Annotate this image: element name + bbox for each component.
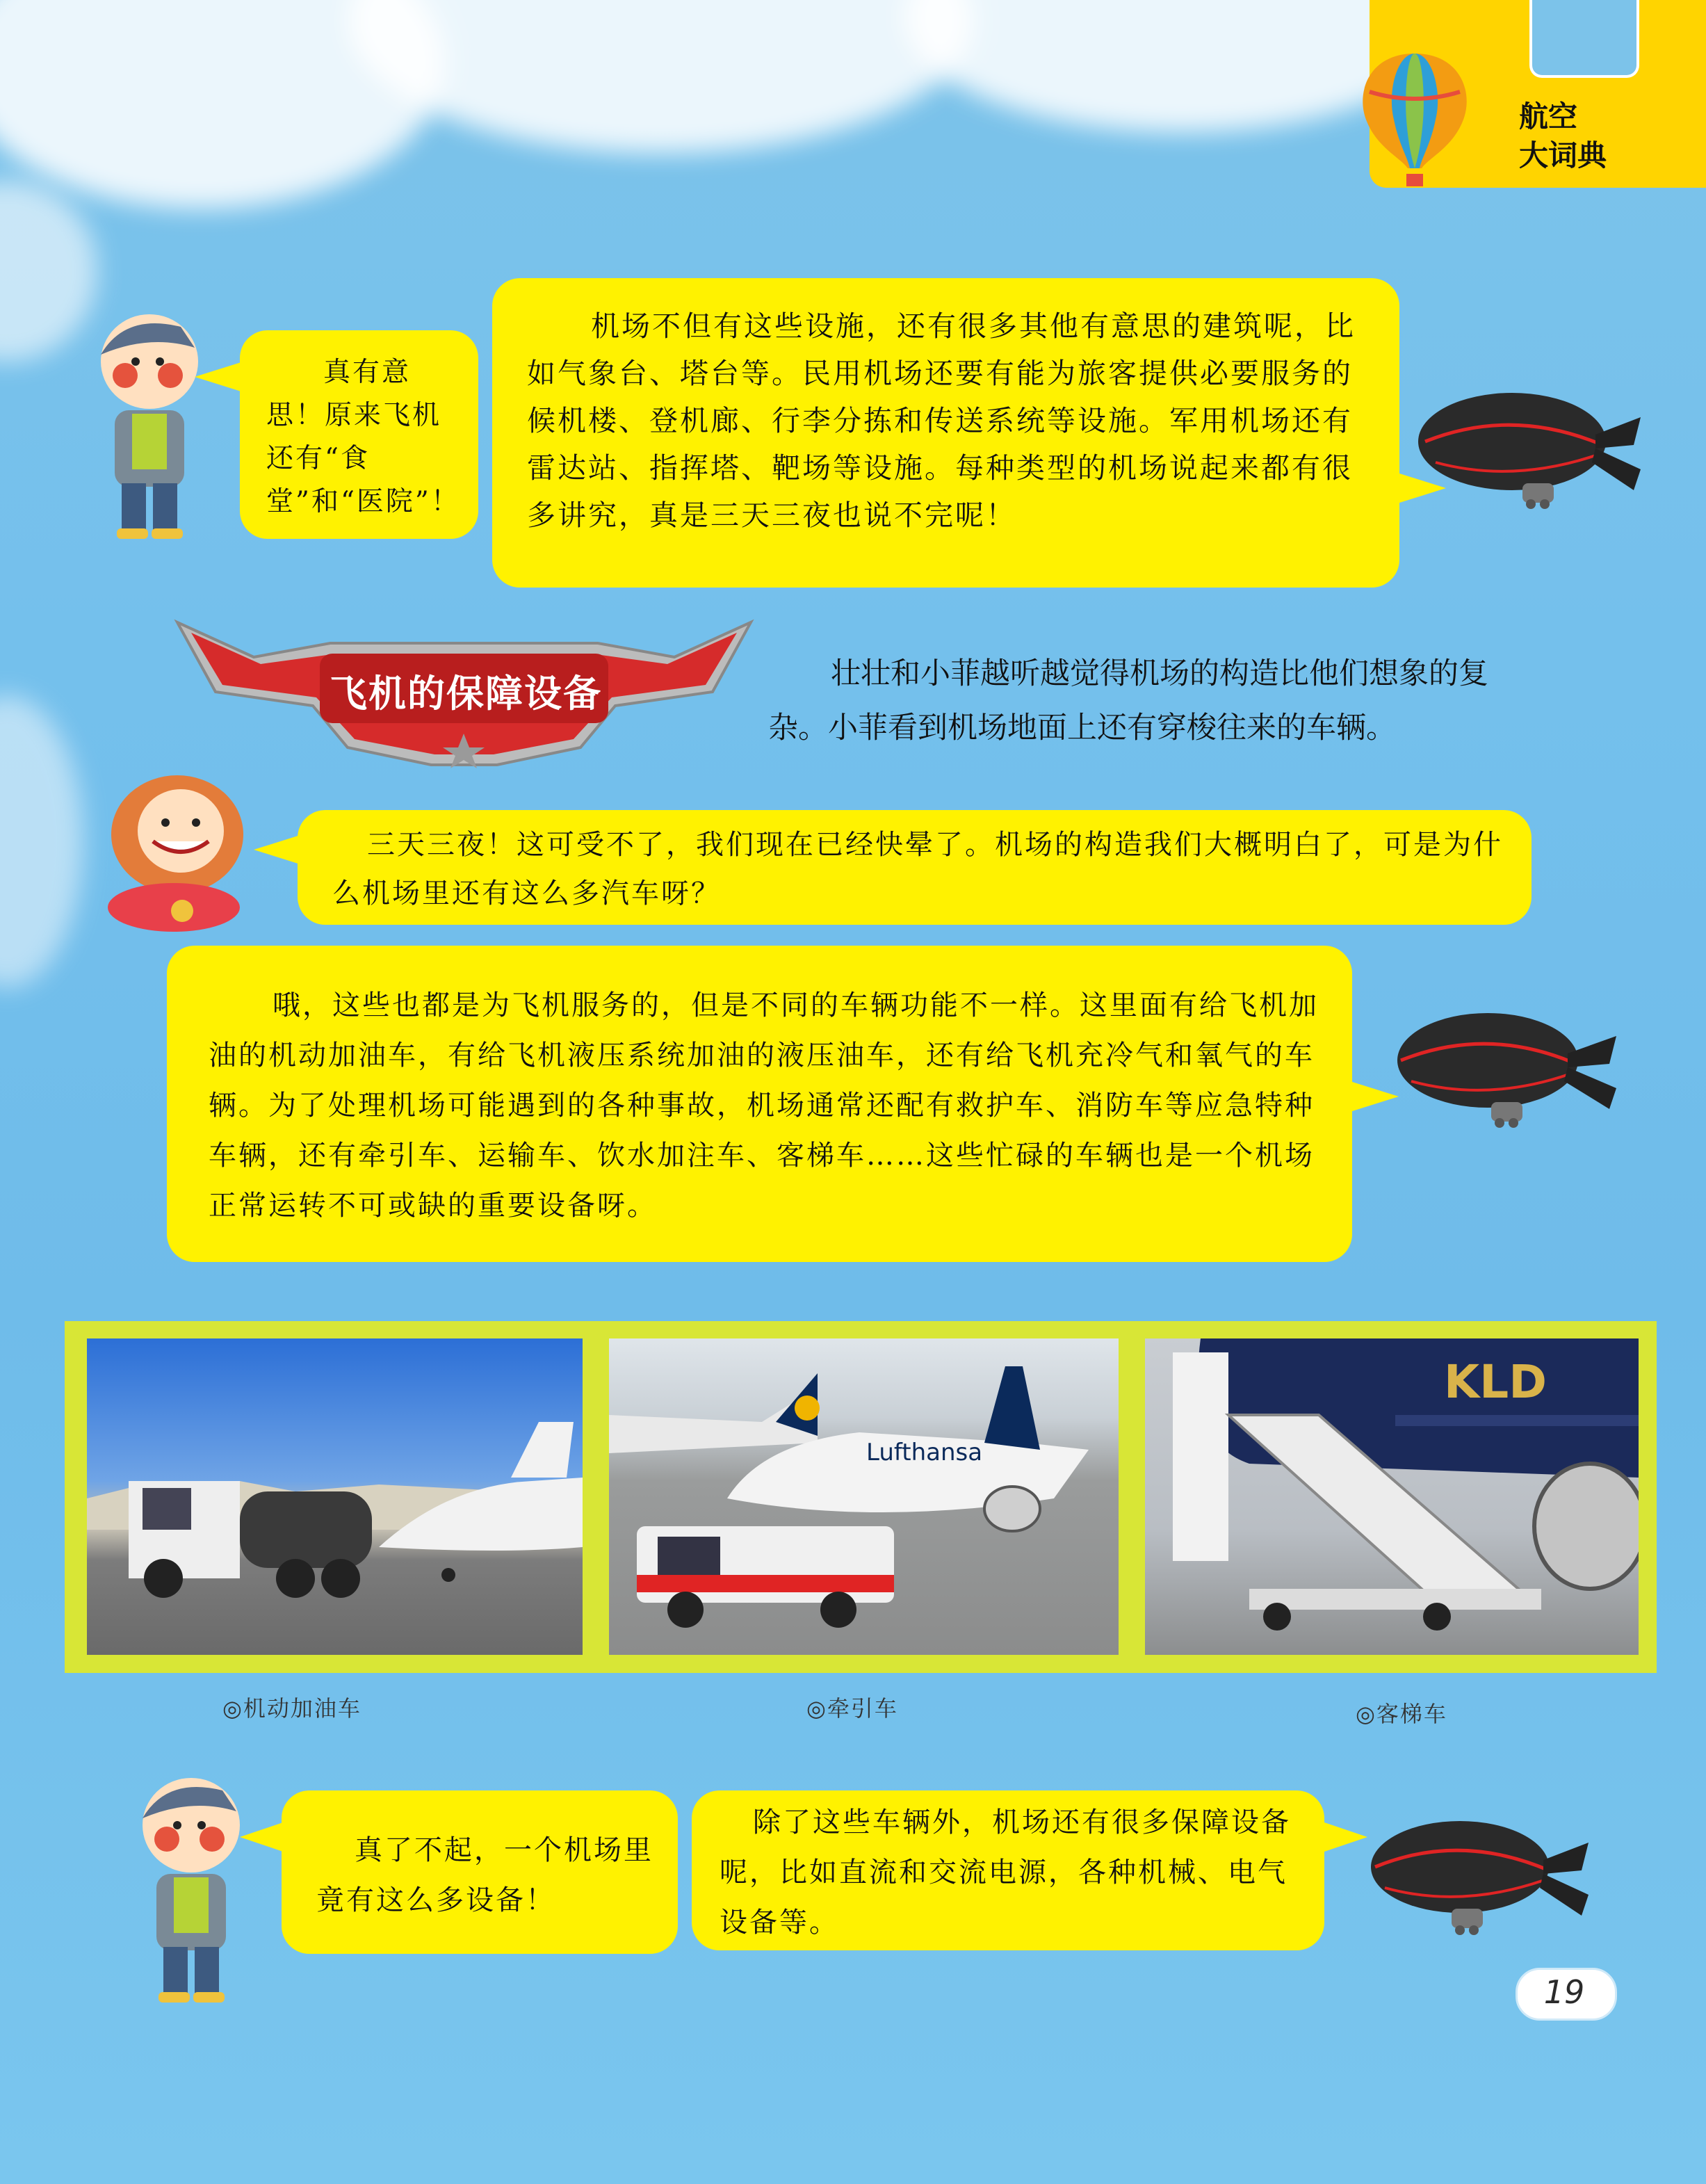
airship-icon <box>1394 998 1630 1137</box>
boy-character-icon <box>83 306 222 542</box>
boy-speech-text-2: 真了不起，一个机场里竟有这么多设备！ <box>316 1834 653 1916</box>
photo-fuel-truck <box>87 1338 583 1655</box>
guide-speech-text-1: 机场不但有这些设施，还有很多其他有意思的建筑呢，比如气象台、塔台等。民用机场还要有能为旅客提供必要服务的候机楼、登机廊、行李分拣和传送系统等设施。军用机场还有雷达站、指挥塔、靶场等设施。每种类型的机场说起来都有很多讲究，真是三天三夜也说不完呢！ <box>527 309 1356 532</box>
bubble-tail <box>1322 1822 1367 1852</box>
bubble-tail <box>1350 1081 1399 1112</box>
airship-icon <box>1418 379 1655 518</box>
header-title-line2: 大词典 <box>1519 138 1607 172</box>
guide-speech-text-2: 哦，这些也都是为飞机服务的，但是不同的车辆功能不一样。这里面有给飞机加油的机动加油车，有给飞机液压系统加油的液压油车，还有给飞机充冷气和氧气的车辆。为了处理机场可能遇到的各种事故，机场通常还配有救护车、消防车等应急特种车辆，还有牵引车、运输车、饮水加注车、客梯车……这些忙碌的车辆也是一个机场正常运转不可或缺的重要设备呀。 <box>209 989 1319 1222</box>
section-intro-text: 壮壮和小菲越听越觉得机场的构造比他们想象的复杂。小菲看到机场地面上还有穿梭往来的车辆。 <box>768 656 1488 745</box>
cloud <box>0 695 83 987</box>
boy-speech-text-1: 真有意思！原来飞机还有“食堂”和“医院”！ <box>266 357 460 517</box>
bubble-tail <box>240 1822 285 1852</box>
caption-fuel-truck: ◎机动加油车 <box>222 1695 361 1722</box>
photo-tow-tractor <box>609 1338 1119 1655</box>
cloud <box>0 181 97 362</box>
caption-passenger-stairs: ◎客梯车 <box>1356 1701 1447 1727</box>
bubble-tail <box>254 834 302 865</box>
girl-speech-text: 三天三夜！这可受不了，我们现在已经快晕了。机场的构造我们大概明白了，可是为什么机场里还有这么多汽车呀？ <box>332 829 1503 909</box>
guide-speech-text-3: 除了这些车辆外，机场还有很多保障设备呢，比如直流和交流电源，各种机械、电气设备等。 <box>720 1806 1291 1939</box>
tow-tractor-illustration <box>609 1338 1119 1655</box>
hot-air-balloon-icon <box>1356 50 1474 189</box>
airship-icon <box>1370 1808 1599 1947</box>
boy-character-icon <box>125 1770 264 2006</box>
kld-logo: KLD <box>1444 1355 1547 1409</box>
section-badge-title: 飞机的保障设备 <box>330 672 602 715</box>
caption-tow-tractor: ◎牵引车 <box>806 1695 898 1722</box>
girl-character-icon <box>104 775 250 935</box>
stairs-illustration <box>1145 1338 1639 1655</box>
fuel-truck-illustration <box>87 1338 583 1655</box>
photo-passenger-stairs <box>1145 1338 1639 1655</box>
page-number: 19 <box>1543 1973 1585 2011</box>
header-title <box>1519 97 1607 175</box>
cloud <box>348 0 973 153</box>
header-title-line1: 航空 <box>1519 99 1578 134</box>
header-tab-notch <box>1529 0 1639 78</box>
lufthansa-logo: Lufthansa <box>866 1439 983 1466</box>
bubble-tail <box>195 362 243 392</box>
